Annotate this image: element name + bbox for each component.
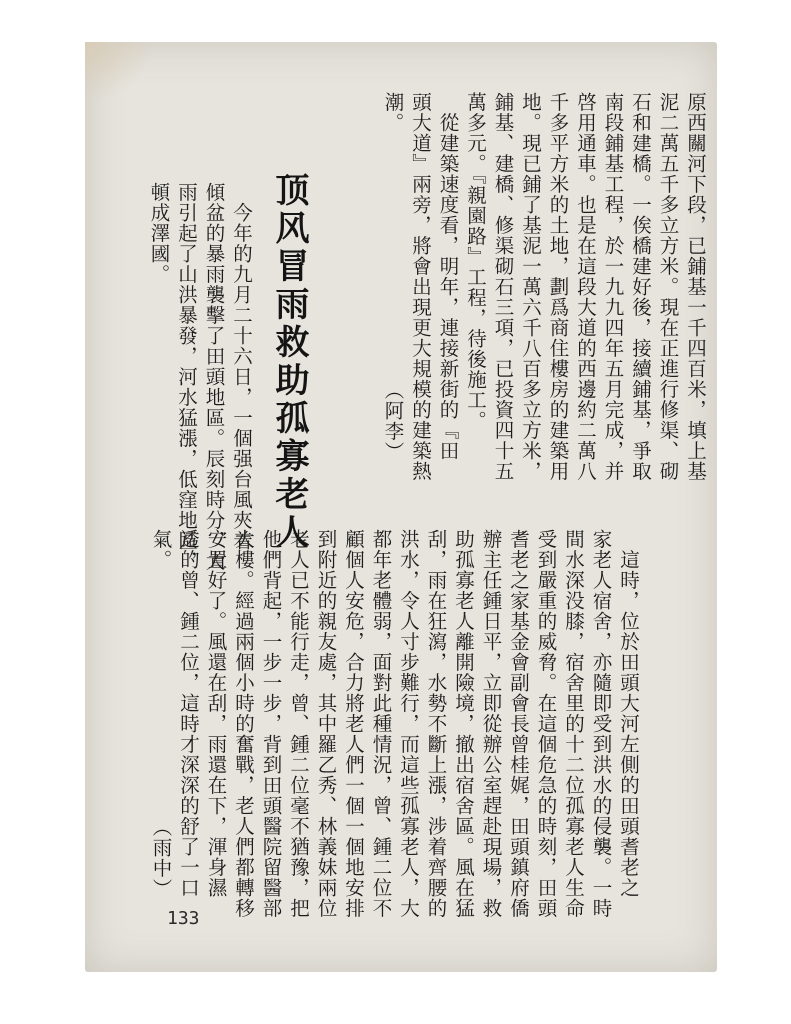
text-line: 辦主任鍾日平，立即從辦公室趕赴現場，救 (479, 529, 503, 919)
article-intro-text (145, 182, 255, 572)
text-line: 都年老體弱，面對此種情況，曾、鍾二位不 (369, 529, 393, 919)
text-line: 啓用通車。也是在這段大道的西邊約二萬八 (574, 92, 597, 482)
text-line: 原西關河下段，已鋪基一千四百米，填上基 (684, 92, 707, 482)
article-continued-text (379, 92, 709, 512)
article-continued (369, 92, 709, 512)
text-line: 從建築速度看，明年，連接新街的『田 (436, 92, 460, 461)
text-line: 透的曾、鍾二位，這時才深深的舒了一口 (177, 529, 200, 898)
text-line: 刮，雨在狂瀉，水勢不斷上漲，涉着齊腰的 (424, 529, 448, 919)
text-line: 石和建橋。一俟橋建好後，接續鋪基，爭取 (629, 92, 652, 482)
text-line: 頭大道』兩旁，將會出現更大規模的建築熱 (409, 92, 432, 482)
text-line: 他們背起，一步一步，背到田頭醫院留醫部 (259, 529, 283, 919)
text-line: 到附近的親友處，其中羅乙秀、林義妹兩位 (314, 529, 338, 919)
text-line: 這時，位於田頭大河左側的田頭耆老之 (617, 529, 640, 898)
text-line: 大樓。經過兩個小時的奮戰，老人們都轉移 (232, 529, 255, 919)
text-line: 洪水，令人寸步難行，而這些孤寡老人，大 (397, 529, 420, 919)
text-line: 家老人宿舍，亦隨即受到洪水的侵襲。一時 (589, 529, 613, 919)
text-line: 受到嚴重的威脅。在這個危急的時刻，田頭 (534, 529, 558, 919)
text-line: 間水深没膝，宿舍里的十二位孤寡老人生命 (562, 529, 585, 919)
text-line: 鋪基、建橋、修渠砌石三項，已投資四十五 (491, 92, 515, 482)
text-line: 頓成澤國。 (147, 182, 171, 285)
text-line: 助孤寡老人離開險境，撤出宿舍區。風在猛 (452, 529, 475, 919)
text-line: 雨引起了山洪暴發，河水猛漲，低窪地區， (175, 182, 198, 572)
text-line: 千多平方米的土地，劃爲商住樓房的建築用 (546, 92, 570, 482)
text-line: 潮。 （阿李） (381, 92, 405, 462)
text-line: 耆老之家基金會副會長曾桂娓，田頭鎮府僑 (507, 529, 530, 919)
text-line: 南段鋪基工程，於一九九四年五月完成，并 (601, 92, 625, 482)
page-number: 133 (167, 908, 200, 929)
article-title: 顶风冒雨救助孤寡老人 (269, 172, 309, 552)
text-line: 萬多元。『親園路』工程，待後施工。 (464, 92, 487, 431)
text-line: 地。現已鋪了基泥一萬六千八百多立方米， (519, 92, 542, 482)
text-line: 泥二萬五千多立方米。現在正進行修渠、砌 (656, 92, 680, 482)
text-line: 老人已不能行走，曾、鍾二位毫不猶豫，把 (287, 529, 310, 919)
text-line: 氣。 （雨中） (149, 529, 173, 899)
text-line: 安置好了。風還在刮，雨還在下，渾身濕 (204, 529, 228, 898)
text-line: 傾盆的暴雨襲擊了田頭地區。辰刻時分，大 (202, 182, 226, 572)
text-line: 今年的九月二十六日，一個强台風夾着 (230, 182, 253, 551)
book-page (85, 42, 717, 972)
text-line: 顧個人安危，合力將老人們一個一個地安排 (342, 529, 365, 919)
